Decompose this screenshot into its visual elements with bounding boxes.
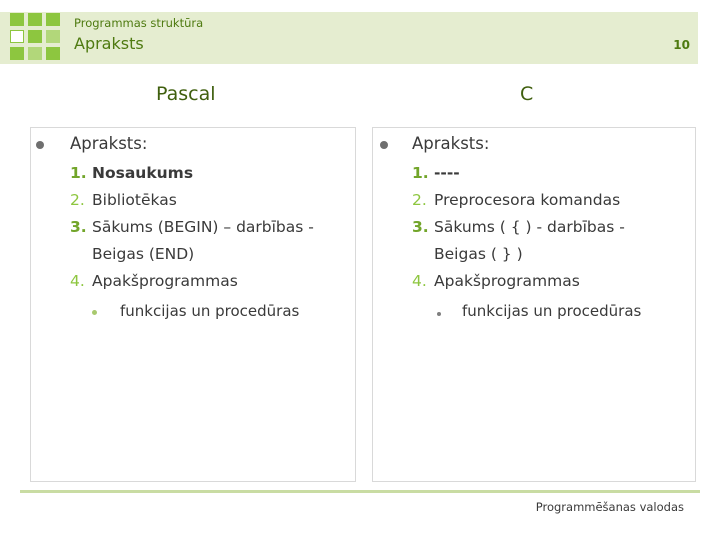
list-item — [70, 160, 314, 187]
list-item — [412, 268, 625, 295]
sub-bullet-icon — [92, 310, 97, 315]
list-number: 1. — [412, 164, 429, 182]
list-item — [412, 160, 625, 187]
footer-text: Programmēšanas valodas — [535, 500, 684, 514]
logo-cell — [46, 30, 60, 43]
page-number: 10 — [673, 38, 690, 52]
list-text: Bibliotēkas — [92, 191, 177, 209]
list-item — [70, 214, 314, 241]
list-text: Sākums (BEGIN) – darbības - — [92, 218, 314, 236]
right-main-label: Apraksts: — [412, 134, 490, 153]
left-list — [70, 160, 314, 295]
list-text: Preprocesora komandas — [434, 191, 621, 209]
list-text: Sākums ( { ) - darbības - — [434, 218, 625, 236]
list-item — [412, 214, 625, 241]
list-number: 1. — [70, 164, 87, 182]
list-text: ---- — [434, 164, 460, 182]
bullet-icon — [36, 141, 44, 149]
list-item — [412, 241, 625, 268]
right-column-heading: C — [520, 83, 534, 105]
header-title: Apraksts — [74, 34, 144, 53]
logo-cell — [10, 47, 24, 60]
logo-cell — [10, 30, 24, 43]
right-sub-item: funkcijas un procedūras — [462, 302, 642, 320]
list-number: 3. — [412, 218, 429, 236]
sub-bullet-icon — [437, 312, 441, 316]
right-list — [412, 160, 625, 295]
list-item — [70, 268, 314, 295]
list-number: 4. — [412, 272, 427, 290]
left-main-label: Apraksts: — [70, 134, 148, 153]
logo-cell — [28, 13, 42, 26]
list-number: 4. — [70, 272, 85, 290]
footer-divider — [20, 490, 700, 493]
list-number: 3. — [70, 218, 87, 236]
logo-grid-icon — [10, 13, 66, 61]
bullet-icon — [380, 141, 388, 149]
left-column-heading: Pascal — [156, 83, 216, 105]
list-item — [412, 187, 625, 214]
logo-cell — [28, 30, 42, 43]
list-number: 2. — [70, 191, 85, 209]
list-text: Beigas (END) — [92, 245, 195, 263]
list-text: Apakšprogrammas — [434, 272, 580, 290]
list-text: Beigas ( } ) — [434, 245, 523, 263]
header-subtitle: Programmas struktūra — [74, 16, 204, 30]
logo-cell — [28, 47, 42, 60]
left-sub-item: funkcijas un procedūras — [120, 302, 300, 320]
list-number: 2. — [412, 191, 427, 209]
list-item — [70, 187, 314, 214]
logo-cell — [46, 47, 60, 60]
list-item — [70, 241, 314, 268]
logo-cell — [46, 13, 60, 26]
list-text: Apakšprogrammas — [92, 272, 238, 290]
logo-cell — [10, 13, 24, 26]
list-text: Nosaukums — [92, 164, 194, 182]
